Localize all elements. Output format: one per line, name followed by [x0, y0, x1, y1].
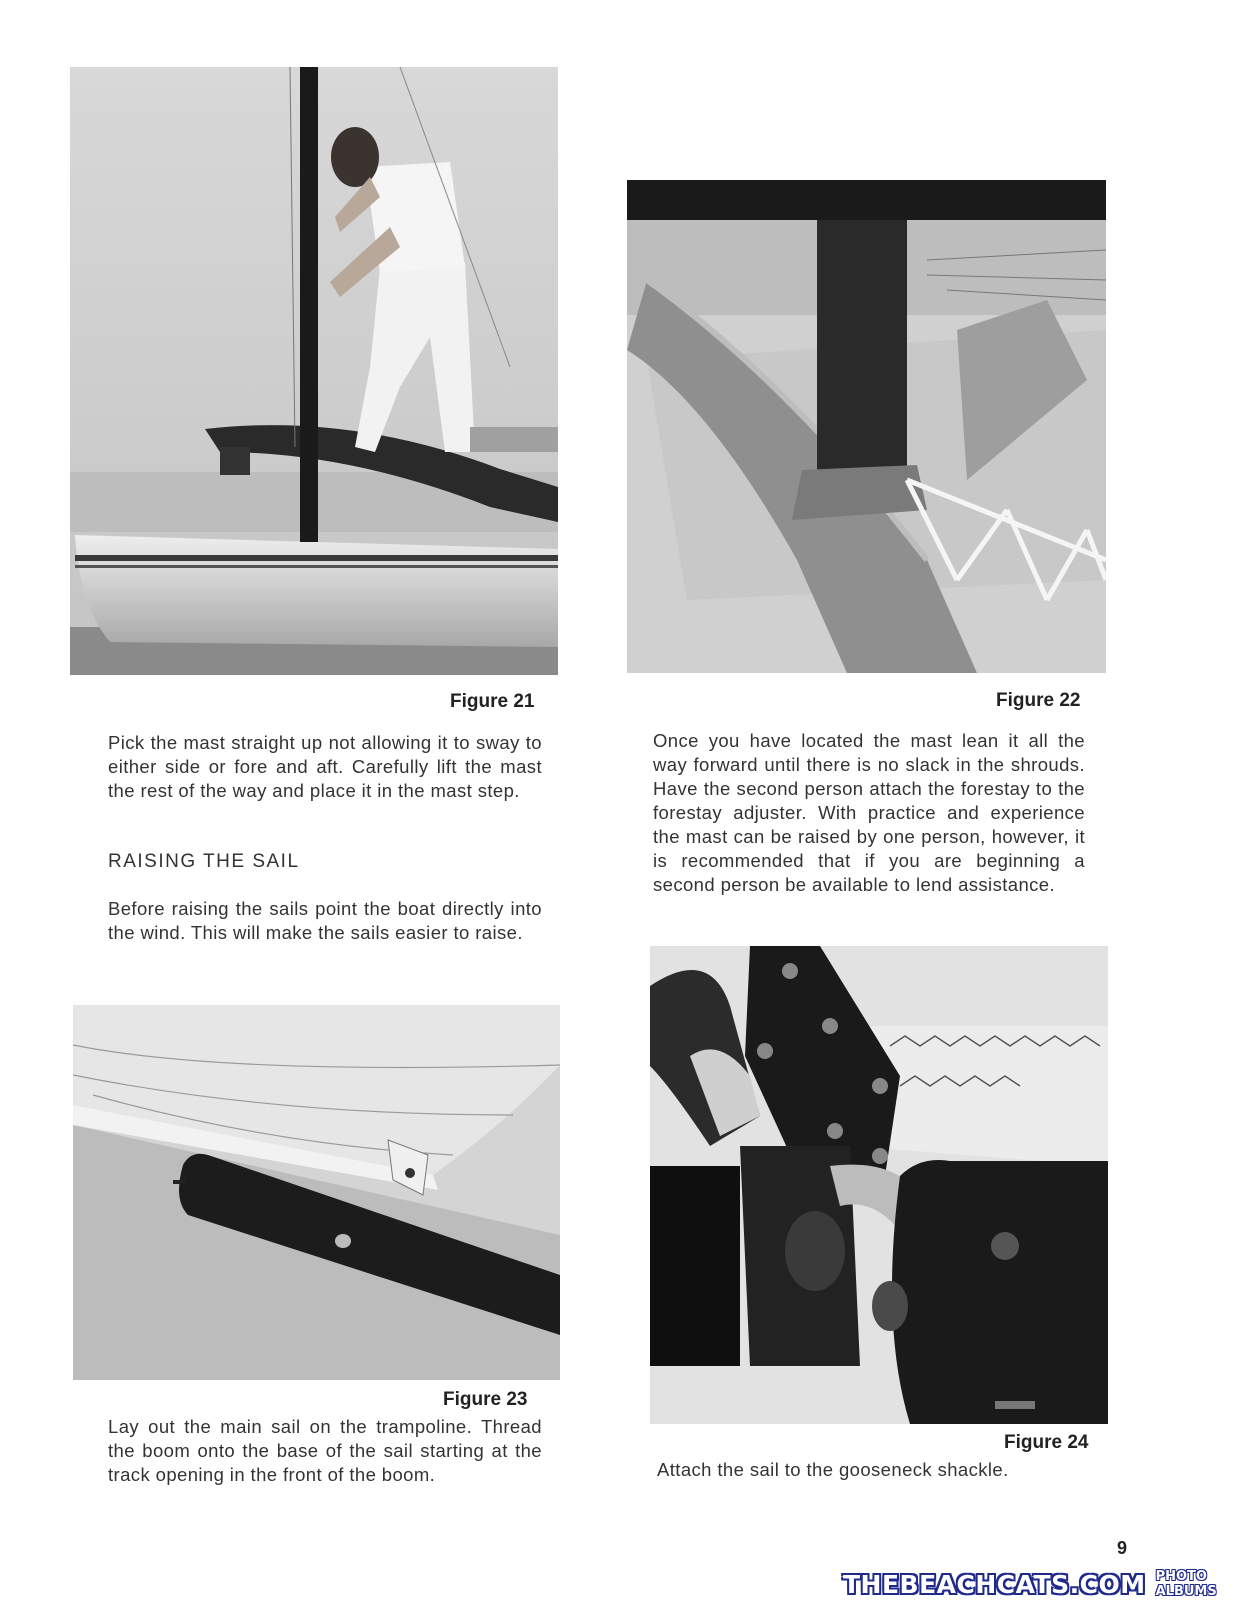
paragraph-located-mast: Once you have located the mast lean it all the way forward until there is no slack in the shrouds. Have the second person attach the forestay to the forestay adjuster. With practice and experience the mast can be raised by one person, however, it is recommended that if you are beginning a second person be available to lend assistance.	[653, 730, 1085, 895]
figure-21-caption: Figure 21	[450, 691, 535, 712]
watermark-site-name: THEBEACHCATS.COM	[843, 1569, 1146, 1599]
figure-22-caption: Figure 22	[996, 690, 1081, 711]
figure-22-photo	[627, 180, 1106, 673]
watermark-photo-albums: PHOTO ALBUMS	[1155, 1569, 1217, 1599]
figure-24-photo	[650, 946, 1108, 1424]
figure-24-caption: Figure 24	[1004, 1432, 1089, 1453]
paragraph-pick-mast: Pick the mast straight up not allowing it to sway to either side or fore and aft. Carefully lift the mast the rest of the way and place it in the mast step.	[108, 732, 542, 801]
paragraph-lay-out-sail: Lay out the main sail on the trampoline. Thread the boom onto the base of the sail starting at the track opening in the front of the boom.	[108, 1416, 542, 1485]
figure-23-photo	[73, 1005, 560, 1380]
paragraph-before-raising: Before raising the sails point the boat directly into the wind. This will make the sails easier to raise.	[108, 898, 542, 943]
figure-21-photo	[70, 67, 558, 675]
page-number: 9	[1117, 1538, 1128, 1558]
figure-23-caption: Figure 23	[443, 1389, 528, 1410]
paragraph-attach-sail: Attach the sail to the gooseneck shackle.	[657, 1459, 1009, 1480]
watermark	[843, 1568, 1235, 1600]
heading-raising-the-sail: RAISING THE SAIL	[108, 851, 300, 872]
